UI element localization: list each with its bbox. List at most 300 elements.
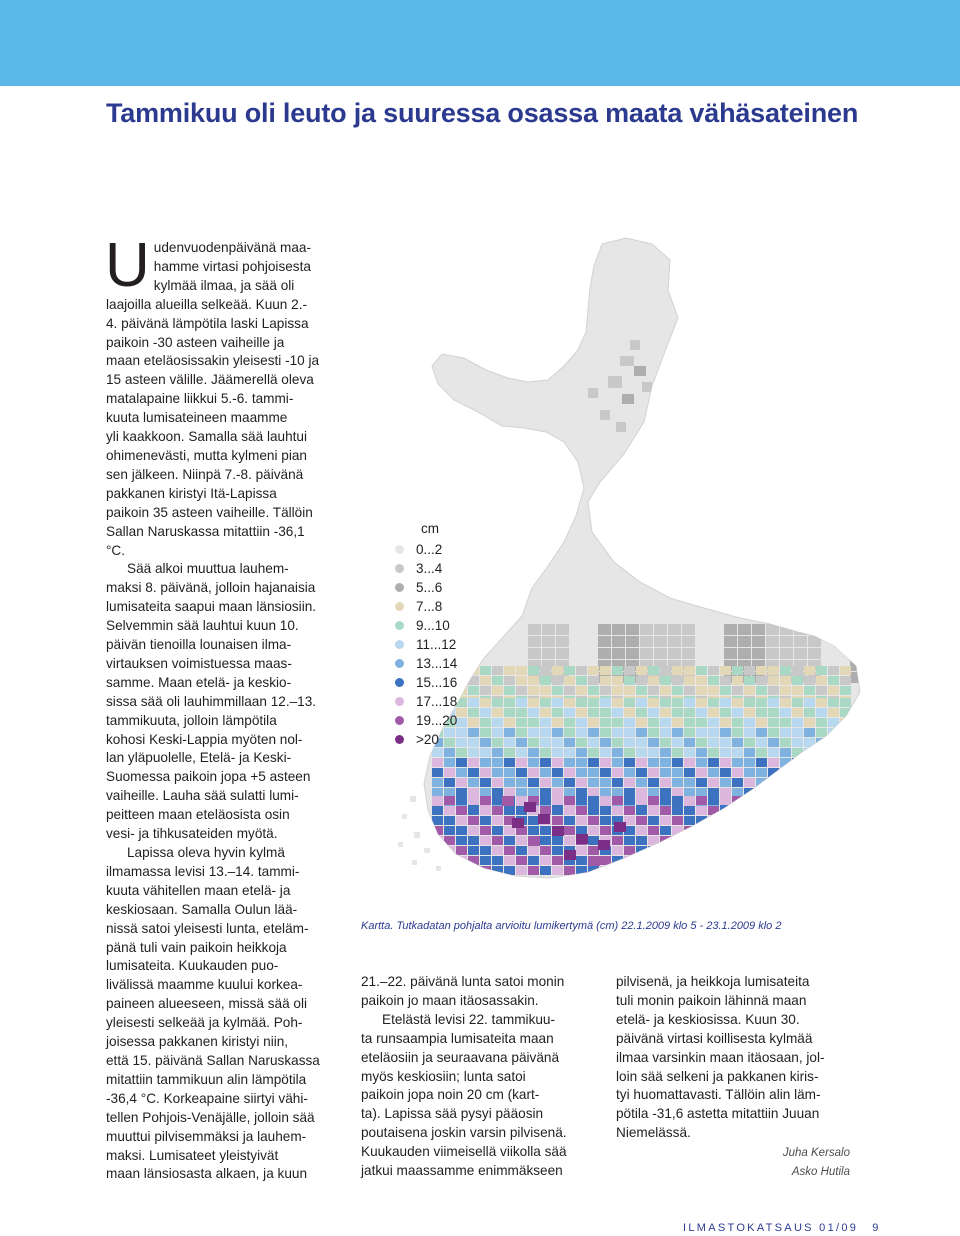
map-cell: [756, 796, 767, 805]
legend-item: [392, 673, 472, 692]
map-cell: [744, 856, 755, 865]
map-cell: [780, 806, 791, 815]
map-cell: [624, 748, 635, 757]
map-cell: [648, 768, 659, 777]
map-cell: [804, 728, 815, 737]
map-cell: [780, 738, 791, 747]
map-cell: [780, 698, 791, 707]
map-cell: [804, 816, 815, 825]
map-cell: [792, 718, 803, 727]
map-cell: [444, 816, 455, 825]
map-cell: [540, 866, 551, 875]
map-cell: [780, 788, 791, 797]
map-cell: [576, 748, 587, 757]
map-cell: [588, 846, 599, 855]
map-cell: [624, 796, 635, 805]
map-cell: [792, 698, 803, 707]
map-cell: [768, 788, 779, 797]
map-cell: [600, 410, 610, 420]
map-cell: [696, 788, 707, 797]
legend-item: [392, 616, 472, 635]
map-cell: [804, 788, 815, 797]
map-cell: [840, 826, 851, 835]
map-cell: [816, 798, 827, 807]
map-cell: [672, 708, 683, 717]
map-cell: [804, 748, 815, 757]
map-cell: [828, 686, 839, 695]
map-cell: [552, 806, 563, 815]
map-cell: [614, 822, 626, 832]
map-cell: [804, 836, 815, 845]
map-cell: [732, 738, 743, 747]
map-cell: [540, 698, 551, 707]
map-cell: [468, 846, 479, 855]
map-cell: [768, 846, 779, 855]
map-cell: [660, 758, 671, 767]
map-cell: [504, 806, 515, 815]
map-cell: [660, 768, 671, 777]
map-cell: [816, 698, 827, 707]
map-cell: [600, 666, 611, 675]
map-cell: [624, 768, 635, 777]
map-cell: [780, 796, 791, 805]
map-cell: [840, 676, 851, 685]
map-cell: [480, 788, 491, 797]
map-cell: [624, 846, 635, 855]
map-cell: [682, 648, 695, 659]
map-cell: [600, 778, 611, 787]
map-cell: [626, 636, 639, 647]
map-cell: [840, 846, 851, 855]
map-cell: [710, 648, 723, 659]
map-cell: [756, 718, 767, 727]
map-cell: [564, 748, 575, 757]
map-cell: [588, 816, 599, 825]
map-cell: [744, 816, 755, 825]
map-cell: [564, 698, 575, 707]
map-cell: [636, 836, 647, 845]
map-cell: [840, 866, 851, 875]
map-cell: [792, 758, 803, 767]
legend-label: >20: [416, 732, 439, 747]
map-cell: [468, 836, 479, 845]
map-cell: [552, 856, 563, 865]
map-cell: [588, 676, 599, 685]
map-cell: [816, 856, 827, 865]
map-cell: [744, 866, 755, 875]
map-cell: [516, 748, 527, 757]
map-cell: [684, 796, 695, 805]
map-cell: [504, 686, 515, 695]
map-cell: [744, 836, 755, 845]
map-cell: [540, 796, 551, 805]
map-cell: [528, 718, 539, 727]
map-cell: [684, 806, 695, 815]
map-cell: [552, 748, 563, 757]
map-cell: [696, 856, 707, 865]
map-cell: [828, 816, 839, 825]
map-cell: [600, 758, 611, 767]
map-cell: [576, 834, 588, 844]
map-cell: [744, 666, 755, 675]
map-cell: [696, 796, 707, 805]
map-cell: [456, 826, 467, 835]
map-cell: [480, 758, 491, 767]
map-cell: [516, 686, 527, 695]
map-cell: [492, 686, 503, 695]
map-cell: [444, 796, 455, 805]
map-cell: [708, 778, 719, 787]
map-cell: [756, 708, 767, 717]
map-cell: [516, 738, 527, 747]
map-cell: [480, 796, 491, 805]
map-cell: [552, 796, 563, 805]
map-cell: [840, 718, 851, 727]
map-cell: [660, 676, 671, 685]
map-cell: [552, 758, 563, 767]
map-cell: [492, 698, 503, 707]
map-cell: [780, 648, 793, 659]
map-cell: [840, 758, 851, 767]
map-cell: [660, 738, 671, 747]
map-cell: [768, 768, 779, 777]
map-cell: [552, 866, 563, 875]
map-cell: [588, 788, 599, 797]
map-cell: [744, 676, 755, 685]
map-cell: [528, 748, 539, 757]
map-cell: [600, 788, 611, 797]
map-cell: [468, 866, 479, 875]
map-cell: [794, 636, 807, 647]
map-cell: [492, 748, 503, 757]
map-cell: [816, 768, 827, 777]
map-cell: [792, 846, 803, 855]
map-cell: [816, 728, 827, 737]
map-cell: [780, 856, 791, 865]
map-cell: [732, 856, 743, 865]
map-cell: [540, 676, 551, 685]
map-cell: [612, 806, 623, 815]
map-cell: [708, 806, 719, 815]
map-cell: [552, 698, 563, 707]
map-cell: [432, 846, 443, 855]
map-cell: [708, 796, 719, 805]
map-cell: [634, 366, 646, 376]
map-cell: [528, 686, 539, 695]
map-cell: [660, 778, 671, 787]
map-cell: [612, 624, 625, 635]
map-cell: [684, 768, 695, 777]
map-cell: [660, 846, 671, 855]
map-cell: [552, 738, 563, 747]
map-cell: [588, 698, 599, 707]
map-cell: [480, 728, 491, 737]
map-cell: [668, 648, 681, 659]
map-cell: [828, 806, 839, 815]
map-cell: [768, 856, 779, 865]
map-cell: [492, 758, 503, 767]
map-cell: [648, 806, 659, 815]
map-cell: [540, 826, 551, 835]
map-cell: [756, 826, 767, 835]
map-cell: [598, 624, 611, 635]
map-cell: [516, 718, 527, 727]
map-cell: [804, 778, 815, 787]
map-cell: [552, 728, 563, 737]
map-cell: [564, 768, 575, 777]
map-cell: [624, 686, 635, 695]
map-cell: [492, 708, 503, 717]
map-cell: [738, 648, 751, 659]
map-cell: [612, 788, 623, 797]
map-cell: [720, 686, 731, 695]
map-cell: [648, 666, 659, 675]
map-cell: [720, 728, 731, 737]
map-cell: [684, 676, 695, 685]
map-cell: [552, 686, 563, 695]
map-cell: [570, 648, 583, 659]
map-cell: [828, 788, 839, 797]
map-cell: [804, 698, 815, 707]
map-cell: [792, 836, 803, 845]
map-cell: [480, 846, 491, 855]
article-column-3: [616, 973, 852, 1143]
map-cell: [444, 836, 455, 845]
map-cell: [828, 748, 839, 757]
map-cell: [528, 866, 539, 875]
map-cell: [542, 648, 555, 659]
map-cell: [768, 816, 779, 825]
map-cell: [744, 758, 755, 767]
map-cell: [504, 788, 515, 797]
map-cell: [624, 718, 635, 727]
map-cell: [636, 708, 647, 717]
map-cell: [804, 686, 815, 695]
map-cell: [636, 816, 647, 825]
map-cell: [576, 698, 587, 707]
map-cell: [816, 758, 827, 767]
map-cell: [672, 748, 683, 757]
map-cell: [816, 826, 827, 835]
map-cell: [720, 676, 731, 685]
map-cell: [576, 728, 587, 737]
map-cell: [612, 866, 623, 875]
map-cell: [468, 768, 479, 777]
map-cell: [828, 738, 839, 747]
map-cell: [480, 826, 491, 835]
map-cell: [600, 698, 611, 707]
page-footer: [683, 1222, 878, 1234]
map-cell: [708, 738, 719, 747]
map-cell: [756, 748, 767, 757]
map-cell: [756, 816, 767, 825]
map-cell: [600, 768, 611, 777]
map-cell: [612, 648, 625, 659]
map-cell: [528, 846, 539, 855]
map-cell: [808, 648, 821, 659]
map-cell: [456, 778, 467, 787]
map-cell: [780, 728, 791, 737]
map-cell: [696, 748, 707, 757]
map-cell: [804, 856, 815, 865]
map-cell: [822, 624, 835, 635]
map-cell: [492, 676, 503, 685]
legend-swatch: [395, 602, 404, 611]
map-cell: [738, 624, 751, 635]
map-cell: [792, 796, 803, 805]
map-cell: [648, 788, 659, 797]
map-cell: [708, 748, 719, 757]
map-cell: [708, 816, 719, 825]
map-cell: [648, 856, 659, 865]
map-cell: [672, 698, 683, 707]
map-cell: [512, 818, 524, 828]
map-cell: [588, 856, 600, 866]
legend-item: [392, 578, 472, 597]
map-cell: [732, 708, 743, 717]
map-cell: [636, 758, 647, 767]
map-cell: [756, 866, 767, 875]
map-cell: [684, 778, 695, 787]
map-cell: [584, 636, 597, 647]
map-cell: [624, 866, 635, 875]
map-cell: [792, 826, 803, 835]
map-cell: [612, 796, 623, 805]
map-cell: [840, 768, 851, 777]
map-cell: [828, 698, 839, 707]
map-cell: [456, 866, 467, 875]
map-cell: [744, 686, 755, 695]
map-cell: [584, 648, 597, 659]
map-cell: [732, 666, 743, 675]
map-cell: [720, 718, 731, 727]
map-cell: [624, 698, 635, 707]
map-cell: [564, 788, 575, 797]
map-cell: [696, 636, 709, 647]
map-cell: [720, 698, 731, 707]
map-cell: [612, 708, 623, 717]
map-cell: [528, 778, 539, 787]
map-cell: [444, 866, 455, 875]
map-cell: [684, 816, 695, 825]
map-cell: [504, 856, 515, 865]
map-cell: [768, 738, 779, 747]
map-cell: [660, 856, 671, 865]
map-cell: [444, 826, 455, 835]
map-cell: [720, 758, 731, 767]
map-cell: [600, 856, 611, 865]
map-cell: [600, 708, 611, 717]
map-cell: [502, 796, 514, 806]
map-cell: [468, 748, 479, 757]
map-cell: [636, 796, 647, 805]
map-cell: [828, 718, 839, 727]
map-cell: [612, 728, 623, 737]
legend-label: 15...16: [416, 675, 458, 690]
map-cell: [816, 866, 827, 875]
map-cell: [576, 686, 587, 695]
legend-label: 11...12: [416, 637, 457, 652]
map-cell: [744, 788, 755, 797]
map-cell: [732, 758, 743, 767]
map-cell: [850, 672, 863, 683]
map-cell: [528, 624, 541, 635]
map-cell: [624, 738, 635, 747]
map-cell: [576, 796, 587, 805]
map-cell: [672, 768, 683, 777]
map-cell: [540, 846, 551, 855]
map-cell: [456, 788, 467, 797]
map-cell: [642, 382, 652, 392]
map-cell: [744, 796, 755, 805]
map-cell: [468, 758, 479, 767]
map-cell: [696, 816, 707, 825]
map-cell: [564, 718, 575, 727]
map-cell: [540, 666, 551, 675]
map-cell: [768, 686, 779, 695]
paragraph: udenvuodenpäivänä maa- hamme virtasi pohjoisesta kylmää ilmaa, ja sää oli laajoilla alueilla selkeää. Kuun 2.- 4. päivänä lämpötila laski Lapissa paikoin -30 asteen vaiheille ja maan eteläosissakin yleisesti -10 ja 15 asteen välille. Jäämerellä oleva matalapaine liikkui 5.-6. tammi- kuuta lumisateineen maamme yli kaakkoon. Samalla sää lauhtui ohimenevästi, mutta kylmeni pian sen jälkeen. Niinpä 7.-8. päivänä pakkanen kiristyi Itä-Lapissa paikoin 35 asteen vaiheille. Tällöin Sallan Naruskassa mitattiin -36,1 °C.: [106, 240, 320, 558]
map-cell: [504, 778, 515, 787]
map-cell: [612, 768, 623, 777]
legend-swatch: [395, 735, 404, 744]
map-cell: [564, 866, 575, 875]
map-cell: [672, 738, 683, 747]
map-cell: [756, 698, 767, 707]
map-cell: [528, 788, 539, 797]
map-cell: [654, 648, 667, 659]
map-cell: [468, 778, 479, 787]
map-cell: [828, 796, 839, 805]
map-cell: [828, 758, 839, 767]
map-cell: [720, 788, 731, 797]
map-cell: [528, 728, 539, 737]
map-cell: [492, 738, 503, 747]
map-cell: [552, 826, 564, 836]
map-cell: [684, 846, 695, 855]
map-cell: [648, 738, 659, 747]
map-cell: [570, 636, 583, 647]
page-title: Tammikuu oli leuto ja suuressa osassa maata vähäsateinen: [106, 98, 859, 128]
map-cell: [672, 676, 683, 685]
map-cell: [648, 866, 659, 875]
map-cell: [668, 624, 681, 635]
map-cell: [564, 826, 575, 835]
map-cell: [600, 826, 611, 835]
map-cell: [752, 624, 765, 635]
map-cell: [732, 836, 743, 845]
map-cell: [780, 686, 791, 695]
legend-item: [392, 597, 472, 616]
map-cell: [528, 816, 539, 825]
map-cell: [756, 856, 767, 865]
map-cell: [636, 866, 647, 875]
map-cell: [504, 846, 515, 855]
map-cell: [816, 836, 827, 845]
map-cell: [804, 708, 815, 717]
map-cell: [552, 778, 563, 787]
map-cell: [540, 836, 551, 845]
map-cell: [684, 708, 695, 717]
map-cell: [516, 788, 527, 797]
map-cell: [564, 806, 575, 815]
map-cell: [600, 866, 611, 875]
map-cell: [480, 718, 491, 727]
map-cell: [576, 856, 587, 865]
map-cell: [732, 866, 743, 875]
map-cell: [816, 686, 827, 695]
map-cell: [720, 666, 731, 675]
paragraph: Etelästä levisi 22. tammikuu- ta runsaampia lumisateita maan eteläosiin ja seuraavana päivänä myös keskiosiin; lunta satoi paikoin jopa noin 20 cm (kart- ta). Lapissa sää pysyi pääosin poutaisena joskin varsin pilvisenä. Kuukauden viimeisellä viikolla sää jatkui maassamme enimmäkseen: [361, 1011, 567, 1179]
